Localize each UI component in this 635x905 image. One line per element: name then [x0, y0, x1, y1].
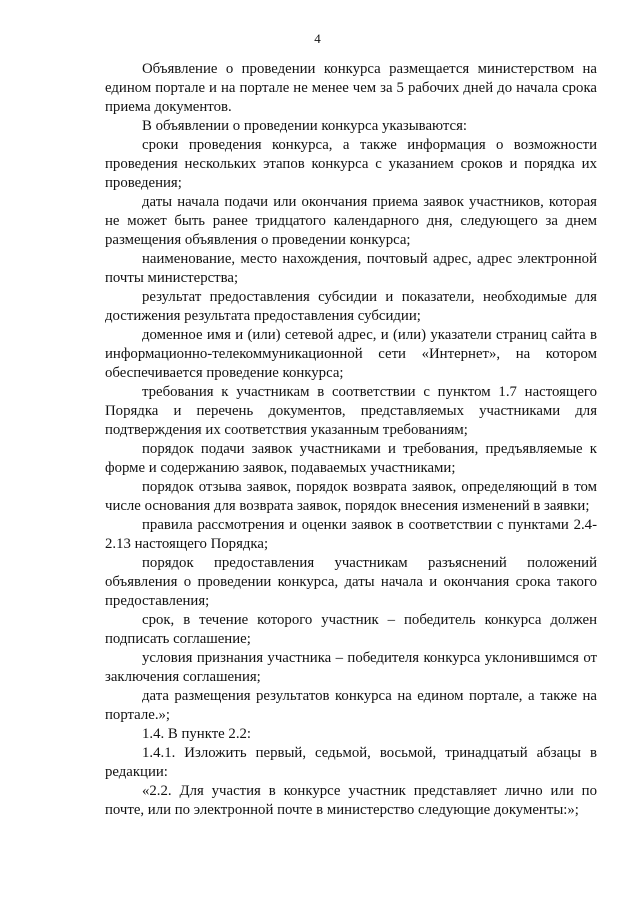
paragraph: дата размещения результатов конкурса на едином портале, а также на портале.»;	[105, 688, 597, 723]
paragraph: наименование, место нахождения, почтовый адрес, адрес электронной почты министерства;	[105, 251, 597, 286]
page-number: 4	[314, 31, 321, 46]
paragraph: Объявление о проведении конкурса размещается министерством на едином портале и на портале не менее чем за 5 рабочих дней до начала срока приема документов.	[105, 61, 597, 115]
paragraph: «2.2. Для участия в конкурсе участник представляет лично или по почте, или по электронной почте в министерство следующие документы:»;	[105, 783, 597, 818]
paragraph: требования к участникам в соответствии с пунктом 1.7 настоящего Порядка и перечень документов, представляемых участниками для подтверждения их соответствия указанным требованиям;	[105, 384, 597, 438]
paragraph: В объявлении о проведении конкурса указываются:	[142, 118, 468, 134]
paragraph: результат предоставления субсидии и показатели, необходимые для достижения результата предоставления субсидии;	[105, 289, 597, 324]
paragraph: условия признания участника – победителя конкурса уклонившимся от заключения соглашения;	[105, 650, 597, 685]
paragraph: срок, в течение которого участник – победитель конкурса должен подписать соглашение;	[105, 612, 597, 647]
paragraph: порядок подачи заявок участниками и требования, предъявляемые к форме и содержанию заявок, подаваемых участниками;	[105, 441, 597, 476]
paragraph: правила рассмотрения и оценки заявок в соответствии с пунктами 2.4-2.13 настоящего Порядка;	[105, 517, 597, 552]
document-body	[105, 60, 597, 820]
paragraph: 1.4.1. Изложить первый, седьмой, восьмой, тринадцатый абзацы в редакции:	[105, 745, 597, 780]
paragraph: доменное имя и (или) сетевой адрес, и (или) указатели страниц сайта в информационно-телекоммуникационной сети «Интернет», на котором обеспечивается проведение конкурса;	[105, 327, 597, 381]
paragraph: даты начала подачи или окончания приема заявок участников, которая не может быть ранее тридцатого календарного дня, следующего за днем размещения объявления о проведении конкурса;	[105, 194, 597, 248]
paragraph: 1.4. В пункте 2.2:	[142, 726, 252, 742]
paragraph: сроки проведения конкурса, а также информация о возможности проведения нескольких этапов конкурса с указанием сроков и порядка их проведения;	[105, 137, 597, 191]
paragraph: порядок отзыва заявок, порядок возврата заявок, определяющий в том числе основания для возврата заявок, порядок внесения изменений в заявки;	[105, 479, 597, 514]
paragraph: порядок предоставления участникам разъяснений положений объявления о проведении конкурса, даты начала и окончания срока такого предоставления;	[105, 555, 597, 609]
